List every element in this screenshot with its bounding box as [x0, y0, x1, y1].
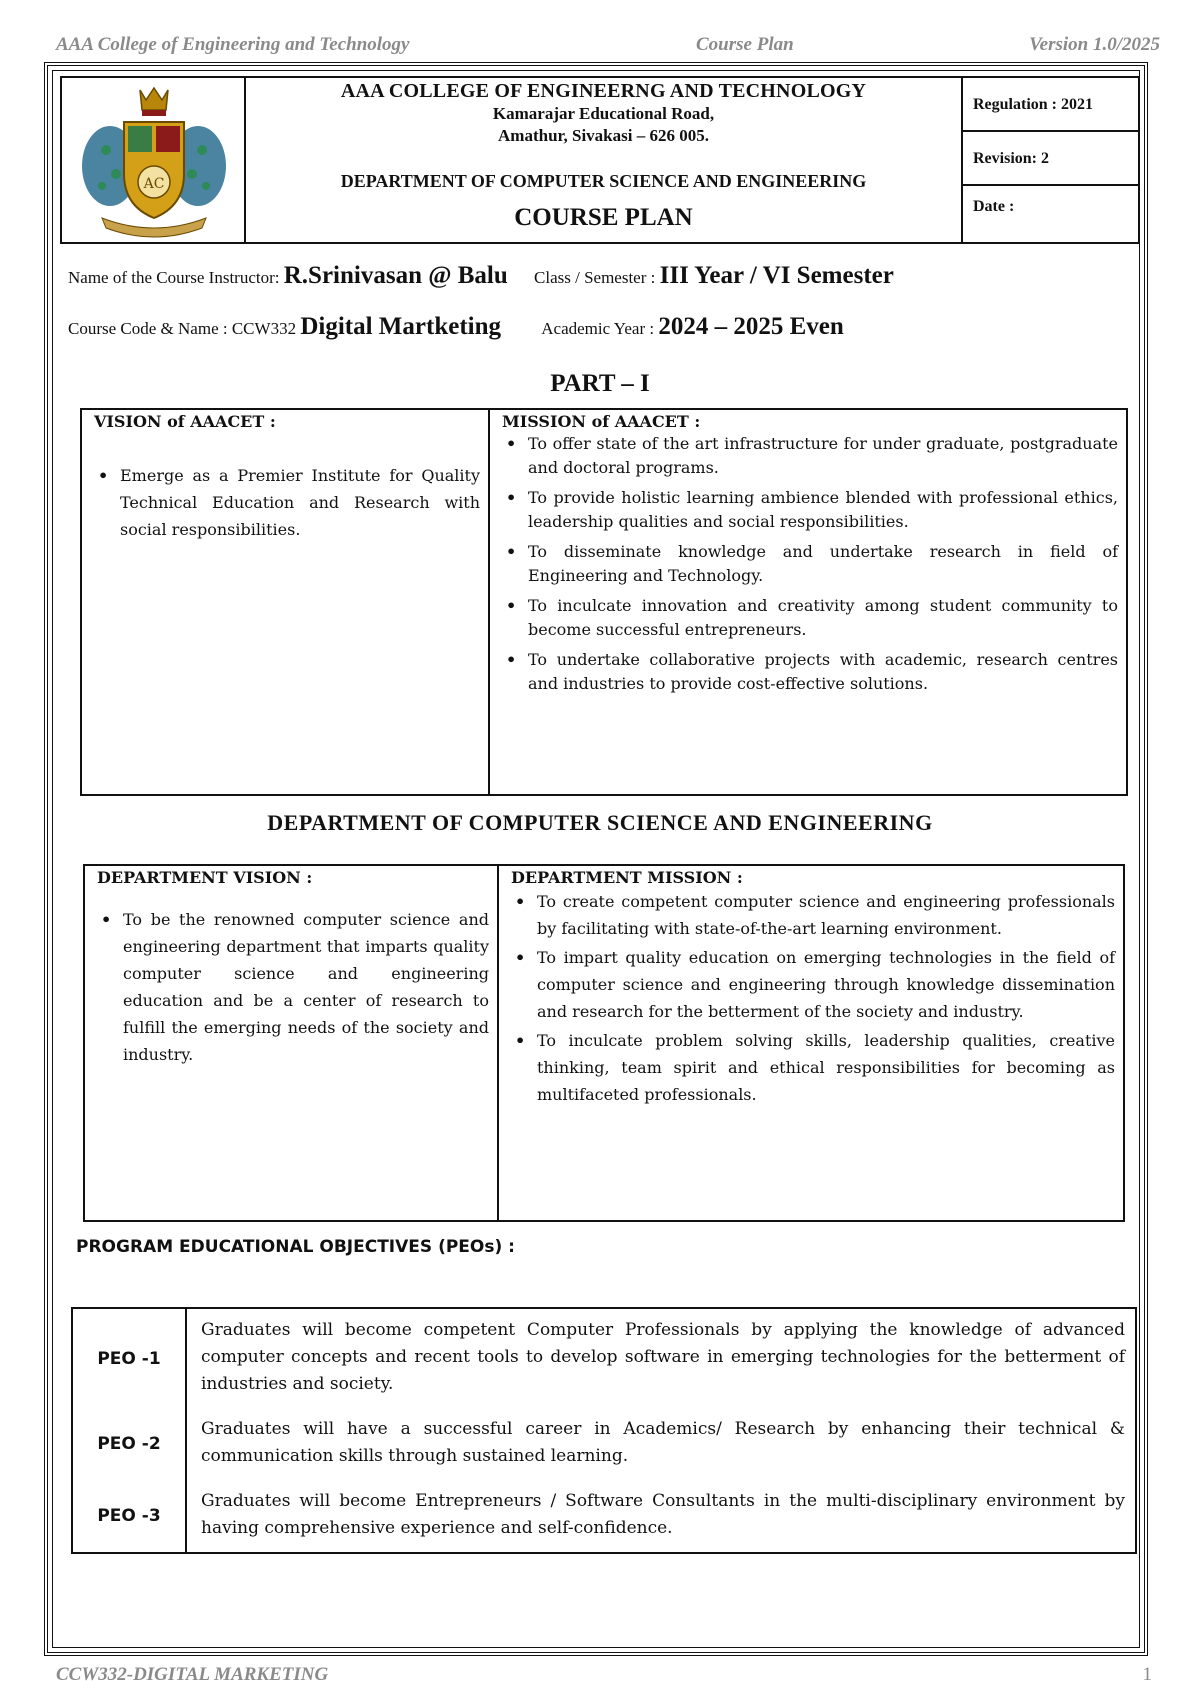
institute-mission-item: • To inculcate innovation and creativity among student community to become successful entrepreneurs. — [528, 594, 1118, 642]
department-mission-title: DEPARTMENT MISSION : — [511, 868, 743, 887]
course-code: CCW332 — [231, 319, 297, 338]
running-header-version: Version 1.0/2025 — [1029, 34, 1160, 55]
college-logo-cell — [62, 78, 246, 242]
instructor-label: Name of the Course Instructor: — [68, 268, 280, 287]
instructor-line — [68, 262, 894, 290]
page-footer — [56, 1664, 1152, 1686]
department-mission-item: • To create competent computer science and engineering professionals by facilitating with state-of-the-art learning environment. — [537, 888, 1115, 942]
academic-year-label: Academic Year : — [541, 319, 655, 338]
peo-description: Graduates will become competent Computer Professionals by applying the knowledge of advanced computer concepts and recent tools to develop software in emerging technologies for the betterment of industries and society. — [186, 1308, 1136, 1408]
department-mission-item: • To inculcate problem solving skills, leadership qualities, creative thinking, team spirit and ethical responsibilities for becoming as multifaceted professionals. — [537, 1027, 1115, 1108]
college-address-line-1: Kamarajar Educational Road, — [492, 104, 715, 123]
page-number: 1 — [1142, 1664, 1152, 1685]
institute-vision-list — [94, 462, 480, 543]
running-header-college: AAA College of Engineering and Technology — [56, 34, 410, 55]
running-header-doc-type: Course Plan — [696, 34, 794, 55]
college-name: AAA COLLEGE OF ENGINEERNG AND TECHNOLOGY — [340, 80, 867, 102]
institute-vision-mission-table — [80, 408, 1128, 796]
class-label: Class / Semester : — [534, 268, 656, 287]
peo-id: PEO -2 — [72, 1408, 186, 1480]
department-mission-list — [511, 888, 1115, 1108]
institute-mission-item: • To provide holistic learning ambience blended with professional ethics, leadership qualities and social responsibilities. — [528, 486, 1118, 534]
institute-mission-title: MISSION of AAACET : — [502, 412, 701, 431]
class-value: III Year / VI Semester — [659, 262, 894, 289]
peo-id: PEO -1 — [72, 1308, 186, 1408]
department-mission-cell — [498, 865, 1124, 1221]
part-title: PART – I — [550, 370, 650, 397]
college-crest-logo — [62, 78, 246, 242]
institute-mission-cell — [489, 409, 1127, 795]
regulation-field: Regulation : 2021 — [963, 78, 1138, 132]
peo-description: Graduates will have a successful career in Academics/ Research by enhancing their technical & communication skills through sustained learning. — [186, 1408, 1136, 1480]
regulation-cell — [963, 78, 1138, 242]
peo-table — [71, 1307, 1137, 1554]
running-header — [56, 34, 1160, 60]
revision-field: Revision: 2 — [963, 132, 1138, 186]
date-field: Date : — [973, 198, 1015, 215]
institute-vision-cell — [81, 409, 489, 795]
institute-mission-item: • To offer state of the art infrastructure for under graduate, postgraduate and doctoral programs. — [528, 432, 1118, 480]
department-mission-item: • To impart quality education on emerging technologies in the field of computer science and engineering through knowledge dissemination and research for the betterment of the society and industry. — [537, 944, 1115, 1025]
peo-row — [72, 1308, 1136, 1408]
peo-id: PEO -3 — [72, 1480, 186, 1553]
department-vision-mission-table — [83, 864, 1125, 1222]
college-title-cell — [246, 78, 963, 242]
department-name: DEPARTMENT OF COMPUTER SCIENCE AND ENGINEERING — [340, 171, 867, 191]
svg-text:AC: AC — [143, 176, 165, 192]
institute-mission-item: • To disseminate knowledge and undertake research in field of Engineering and Technology. — [528, 540, 1118, 588]
course-name: Digital Martketing — [300, 313, 501, 340]
academic-year: 2024 – 2025 Even — [658, 313, 844, 340]
department-heading: DEPARTMENT OF COMPUTER SCIENCE AND ENGINEERING — [267, 810, 933, 835]
peo-row — [72, 1408, 1136, 1480]
department-vision-item: • To be the renowned computer science and engineering department that imparts quality computer science and engineering education and be a center of research to fulfill the emerging needs of the society and industry. — [123, 906, 489, 1068]
peo-heading: PROGRAM EDUCATIONAL OBJECTIVES (PEOs) : — [76, 1237, 515, 1257]
document-title: COURSE PLAN — [514, 204, 693, 231]
department-vision-title: DEPARTMENT VISION : — [97, 868, 313, 887]
course-code-line — [68, 313, 844, 341]
instructor-name: R.Srinivasan @ Balu — [283, 262, 508, 289]
document-header — [60, 76, 1140, 244]
course-code-label: Course Code & Name : — [68, 319, 228, 338]
institute-vision-item: • Emerge as a Premier Institute for Quality Technical Education and Research with social responsibilities. — [120, 462, 480, 543]
peo-row — [72, 1480, 1136, 1553]
college-address-line-2: Amathur, Sivakasi – 626 005. — [498, 126, 709, 145]
peo-description: Graduates will become Entrepreneurs / Software Consultants in the multi-disciplinary environment by having comprehensive experience and self-confidence. — [186, 1480, 1136, 1553]
department-vision-cell — [84, 865, 498, 1221]
footer-course-title: CCW332-DIGITAL MARKETING — [56, 1664, 329, 1685]
institute-mission-item: • To undertake collaborative projects with academic, research centres and industries to provide cost-effective solutions. — [528, 648, 1118, 696]
institute-mission-list — [502, 432, 1118, 696]
department-vision-list — [97, 906, 489, 1068]
institute-vision-title: VISION of AAACET : — [94, 412, 276, 431]
